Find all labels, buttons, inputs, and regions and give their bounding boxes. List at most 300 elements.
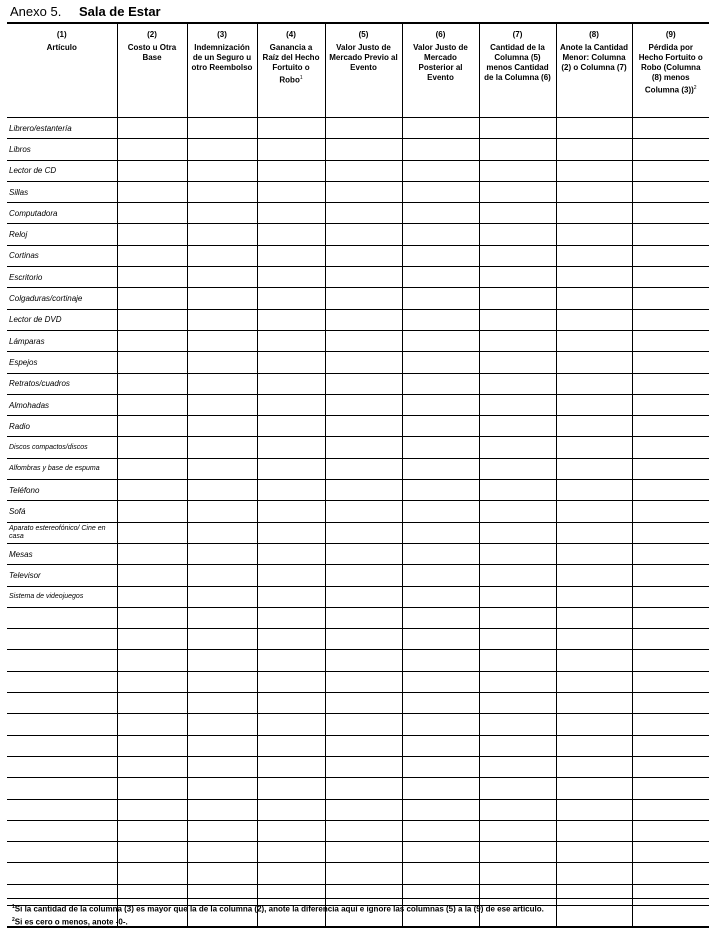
entry-cell[interactable] bbox=[325, 714, 402, 735]
entry-cell[interactable] bbox=[556, 352, 632, 373]
entry-cell[interactable] bbox=[325, 799, 402, 820]
entry-cell[interactable] bbox=[117, 139, 187, 160]
entry-cell[interactable] bbox=[117, 118, 187, 139]
entry-cell[interactable] bbox=[402, 416, 479, 437]
entry-cell[interactable] bbox=[187, 416, 257, 437]
entry-cell[interactable] bbox=[117, 650, 187, 671]
entry-cell[interactable] bbox=[257, 309, 325, 330]
entry-cell[interactable] bbox=[402, 245, 479, 266]
entry-cell[interactable] bbox=[257, 820, 325, 841]
entry-cell[interactable] bbox=[325, 245, 402, 266]
entry-cell[interactable] bbox=[479, 607, 556, 628]
entry-cell[interactable] bbox=[556, 863, 632, 884]
entry-cell[interactable] bbox=[257, 756, 325, 777]
entry-cell[interactable] bbox=[556, 288, 632, 309]
entry-cell[interactable] bbox=[556, 842, 632, 863]
entry-cell[interactable] bbox=[556, 267, 632, 288]
entry-cell[interactable] bbox=[479, 799, 556, 820]
entry-cell[interactable] bbox=[556, 181, 632, 202]
entry-cell[interactable] bbox=[325, 181, 402, 202]
entry-cell[interactable] bbox=[325, 778, 402, 799]
entry-cell[interactable] bbox=[556, 799, 632, 820]
entry-cell[interactable] bbox=[257, 118, 325, 139]
entry-cell[interactable] bbox=[117, 373, 187, 394]
entry-cell[interactable] bbox=[632, 586, 709, 607]
entry-cell[interactable] bbox=[556, 586, 632, 607]
entry-cell[interactable] bbox=[479, 288, 556, 309]
entry-cell[interactable] bbox=[632, 607, 709, 628]
entry-cell[interactable] bbox=[325, 267, 402, 288]
entry-cell[interactable] bbox=[402, 842, 479, 863]
entry-cell[interactable] bbox=[325, 416, 402, 437]
entry-cell[interactable] bbox=[187, 501, 257, 522]
entry-cell[interactable] bbox=[479, 160, 556, 181]
entry-cell[interactable] bbox=[187, 394, 257, 415]
entry-cell[interactable] bbox=[479, 203, 556, 224]
entry-cell[interactable] bbox=[479, 820, 556, 841]
entry-cell[interactable] bbox=[187, 565, 257, 586]
entry-cell[interactable] bbox=[117, 458, 187, 479]
entry-cell[interactable] bbox=[257, 778, 325, 799]
entry-cell[interactable] bbox=[479, 842, 556, 863]
entry-cell[interactable] bbox=[325, 735, 402, 756]
entry-cell[interactable] bbox=[187, 586, 257, 607]
entry-cell[interactable] bbox=[556, 224, 632, 245]
entry-cell[interactable] bbox=[187, 224, 257, 245]
entry-cell[interactable] bbox=[187, 778, 257, 799]
entry-cell[interactable] bbox=[632, 309, 709, 330]
entry-cell[interactable] bbox=[479, 756, 556, 777]
entry-cell[interactable] bbox=[117, 203, 187, 224]
entry-cell[interactable] bbox=[402, 863, 479, 884]
entry-cell[interactable] bbox=[632, 522, 709, 543]
entry-cell[interactable] bbox=[117, 245, 187, 266]
entry-cell[interactable] bbox=[402, 735, 479, 756]
entry-cell[interactable] bbox=[117, 224, 187, 245]
entry-cell[interactable] bbox=[187, 693, 257, 714]
entry-cell[interactable] bbox=[632, 842, 709, 863]
entry-cell[interactable] bbox=[257, 394, 325, 415]
entry-cell[interactable] bbox=[556, 671, 632, 692]
entry-cell[interactable] bbox=[479, 863, 556, 884]
entry-cell[interactable] bbox=[117, 693, 187, 714]
entry-cell[interactable] bbox=[402, 778, 479, 799]
table-row bbox=[7, 799, 709, 820]
entry-cell[interactable] bbox=[402, 543, 479, 564]
entry-cell[interactable] bbox=[402, 714, 479, 735]
entry-cell[interactable] bbox=[479, 416, 556, 437]
entry-cell[interactable] bbox=[117, 501, 187, 522]
entry-cell[interactable] bbox=[632, 501, 709, 522]
entry-cell[interactable] bbox=[402, 203, 479, 224]
entry-cell[interactable] bbox=[402, 820, 479, 841]
entry-cell[interactable] bbox=[402, 224, 479, 245]
entry-cell[interactable] bbox=[632, 203, 709, 224]
entry-cell[interactable] bbox=[632, 543, 709, 564]
entry-cell[interactable] bbox=[402, 458, 479, 479]
entry-cell[interactable] bbox=[257, 543, 325, 564]
entry-cell[interactable] bbox=[187, 309, 257, 330]
entry-cell[interactable] bbox=[556, 480, 632, 501]
entry-cell[interactable] bbox=[325, 118, 402, 139]
entry-cell[interactable] bbox=[187, 373, 257, 394]
entry-cell[interactable] bbox=[402, 394, 479, 415]
entry-cell[interactable] bbox=[632, 693, 709, 714]
entry-cell[interactable] bbox=[632, 778, 709, 799]
entry-cell[interactable] bbox=[257, 799, 325, 820]
entry-cell[interactable] bbox=[325, 607, 402, 628]
entry-cell[interactable] bbox=[632, 735, 709, 756]
entry-cell[interactable] bbox=[556, 756, 632, 777]
entry-cell[interactable] bbox=[632, 458, 709, 479]
entry-cell[interactable] bbox=[402, 480, 479, 501]
entry-cell[interactable] bbox=[556, 437, 632, 458]
entry-cell[interactable] bbox=[325, 224, 402, 245]
entry-cell[interactable] bbox=[257, 437, 325, 458]
entry-cell[interactable] bbox=[556, 309, 632, 330]
entry-cell[interactable] bbox=[257, 288, 325, 309]
entry-cell[interactable] bbox=[632, 671, 709, 692]
entry-cell[interactable] bbox=[187, 842, 257, 863]
entry-cell[interactable] bbox=[117, 735, 187, 756]
entry-cell[interactable] bbox=[402, 501, 479, 522]
entry-cell[interactable] bbox=[325, 693, 402, 714]
entry-cell[interactable] bbox=[402, 288, 479, 309]
column-label bbox=[261, 43, 322, 86]
entry-cell[interactable] bbox=[479, 522, 556, 543]
entry-cell[interactable] bbox=[117, 820, 187, 841]
entry-cell[interactable] bbox=[325, 756, 402, 777]
entry-cell[interactable] bbox=[187, 118, 257, 139]
entry-cell[interactable] bbox=[632, 437, 709, 458]
entry-cell[interactable] bbox=[257, 607, 325, 628]
entry-cell[interactable] bbox=[117, 543, 187, 564]
entry-cell[interactable] bbox=[402, 139, 479, 160]
entry-cell[interactable] bbox=[325, 650, 402, 671]
entry-cell[interactable] bbox=[257, 714, 325, 735]
entry-cell[interactable] bbox=[479, 629, 556, 650]
entry-cell[interactable] bbox=[479, 118, 556, 139]
entry-cell[interactable] bbox=[325, 842, 402, 863]
entry-cell[interactable] bbox=[402, 522, 479, 543]
entry-cell[interactable] bbox=[479, 224, 556, 245]
entry-cell[interactable] bbox=[632, 565, 709, 586]
entry-cell[interactable] bbox=[117, 288, 187, 309]
entry-cell[interactable] bbox=[479, 437, 556, 458]
entry-cell[interactable] bbox=[632, 352, 709, 373]
entry-cell[interactable] bbox=[632, 714, 709, 735]
entry-cell[interactable] bbox=[479, 586, 556, 607]
entry-cell[interactable] bbox=[325, 543, 402, 564]
entry-cell[interactable] bbox=[556, 522, 632, 543]
entry-cell[interactable] bbox=[117, 160, 187, 181]
entry-cell[interactable] bbox=[402, 629, 479, 650]
entry-cell[interactable] bbox=[632, 330, 709, 351]
entry-cell[interactable] bbox=[117, 394, 187, 415]
entry-cell[interactable] bbox=[187, 714, 257, 735]
entry-cell[interactable] bbox=[479, 181, 556, 202]
entry-cell[interactable] bbox=[325, 160, 402, 181]
entry-cell[interactable] bbox=[632, 650, 709, 671]
entry-cell[interactable] bbox=[556, 735, 632, 756]
entry-cell[interactable] bbox=[479, 245, 556, 266]
entry-cell[interactable] bbox=[117, 799, 187, 820]
entry-cell[interactable] bbox=[325, 522, 402, 543]
annex-label: Anexo 5. bbox=[10, 4, 62, 19]
entry-cell[interactable] bbox=[187, 267, 257, 288]
entry-cell[interactable] bbox=[556, 373, 632, 394]
entry-cell[interactable] bbox=[117, 565, 187, 586]
entry-cell[interactable] bbox=[402, 330, 479, 351]
entry-cell[interactable] bbox=[257, 330, 325, 351]
entry-cell[interactable] bbox=[556, 778, 632, 799]
entry-cell[interactable] bbox=[325, 501, 402, 522]
entry-cell[interactable] bbox=[187, 330, 257, 351]
entry-cell[interactable] bbox=[187, 288, 257, 309]
entry-cell[interactable] bbox=[325, 373, 402, 394]
entry-cell[interactable] bbox=[556, 650, 632, 671]
entry-cell[interactable] bbox=[117, 309, 187, 330]
entry-cell[interactable] bbox=[402, 607, 479, 628]
entry-cell[interactable] bbox=[325, 394, 402, 415]
entry-cell[interactable] bbox=[479, 352, 556, 373]
entry-cell[interactable] bbox=[187, 820, 257, 841]
entry-cell[interactable] bbox=[257, 693, 325, 714]
entry-cell[interactable] bbox=[556, 416, 632, 437]
entry-cell[interactable] bbox=[632, 139, 709, 160]
entry-cell[interactable] bbox=[632, 394, 709, 415]
entry-cell[interactable] bbox=[479, 139, 556, 160]
entry-cell[interactable] bbox=[632, 416, 709, 437]
entry-cell[interactable] bbox=[257, 671, 325, 692]
item-name-cell: Colgaduras/cortinaje bbox=[7, 288, 117, 309]
entry-cell[interactable] bbox=[257, 480, 325, 501]
entry-cell[interactable] bbox=[325, 671, 402, 692]
entry-cell[interactable] bbox=[257, 139, 325, 160]
entry-cell[interactable] bbox=[187, 203, 257, 224]
entry-cell[interactable] bbox=[479, 394, 556, 415]
entry-cell[interactable] bbox=[325, 352, 402, 373]
entry-cell[interactable] bbox=[402, 309, 479, 330]
entry-cell[interactable] bbox=[632, 160, 709, 181]
entry-cell[interactable] bbox=[117, 522, 187, 543]
entry-cell[interactable] bbox=[117, 671, 187, 692]
entry-cell[interactable] bbox=[632, 181, 709, 202]
entry-cell[interactable] bbox=[402, 160, 479, 181]
entry-cell[interactable] bbox=[117, 330, 187, 351]
entry-cell[interactable] bbox=[632, 267, 709, 288]
entry-cell[interactable] bbox=[187, 650, 257, 671]
entry-cell[interactable] bbox=[479, 543, 556, 564]
entry-cell[interactable] bbox=[632, 118, 709, 139]
entry-cell[interactable] bbox=[556, 501, 632, 522]
entry-cell[interactable] bbox=[402, 671, 479, 692]
entry-cell[interactable] bbox=[402, 267, 479, 288]
entry-cell[interactable] bbox=[402, 437, 479, 458]
entry-cell[interactable] bbox=[257, 416, 325, 437]
entry-cell[interactable] bbox=[117, 586, 187, 607]
entry-cell[interactable] bbox=[479, 501, 556, 522]
entry-cell[interactable] bbox=[187, 480, 257, 501]
entry-cell[interactable] bbox=[257, 224, 325, 245]
entry-cell[interactable] bbox=[556, 820, 632, 841]
entry-cell[interactable] bbox=[632, 224, 709, 245]
entry-cell[interactable] bbox=[325, 863, 402, 884]
entry-cell[interactable] bbox=[187, 799, 257, 820]
entry-cell[interactable] bbox=[632, 820, 709, 841]
entry-cell[interactable] bbox=[479, 373, 556, 394]
entry-cell[interactable] bbox=[632, 799, 709, 820]
entry-cell[interactable] bbox=[402, 565, 479, 586]
entry-cell[interactable] bbox=[402, 118, 479, 139]
entry-cell[interactable] bbox=[479, 650, 556, 671]
table-row bbox=[7, 565, 709, 586]
entry-cell[interactable] bbox=[325, 480, 402, 501]
entry-cell[interactable] bbox=[325, 565, 402, 586]
entry-cell[interactable] bbox=[187, 245, 257, 266]
entry-cell[interactable] bbox=[556, 394, 632, 415]
entry-cell[interactable] bbox=[325, 437, 402, 458]
entry-cell[interactable] bbox=[402, 650, 479, 671]
entry-cell[interactable] bbox=[325, 288, 402, 309]
table-row bbox=[7, 629, 709, 650]
entry-cell[interactable] bbox=[117, 416, 187, 437]
footnote-text-2: Si es cero o menos, anote -0-. bbox=[14, 917, 128, 927]
entry-cell[interactable] bbox=[325, 330, 402, 351]
entry-cell[interactable] bbox=[187, 735, 257, 756]
entry-cell[interactable] bbox=[187, 543, 257, 564]
entry-cell[interactable] bbox=[257, 650, 325, 671]
entry-cell[interactable] bbox=[187, 629, 257, 650]
entry-cell[interactable] bbox=[187, 139, 257, 160]
entry-cell[interactable] bbox=[402, 586, 479, 607]
entry-cell[interactable] bbox=[479, 267, 556, 288]
entry-cell[interactable] bbox=[556, 629, 632, 650]
entry-cell[interactable] bbox=[479, 565, 556, 586]
entry-cell[interactable] bbox=[257, 373, 325, 394]
entry-cell[interactable] bbox=[556, 160, 632, 181]
entry-cell[interactable] bbox=[479, 778, 556, 799]
entry-cell[interactable] bbox=[257, 842, 325, 863]
entry-cell[interactable] bbox=[325, 139, 402, 160]
column-header-7 bbox=[479, 24, 556, 118]
entry-cell[interactable] bbox=[117, 842, 187, 863]
entry-cell[interactable] bbox=[187, 671, 257, 692]
entry-cell[interactable] bbox=[257, 586, 325, 607]
entry-cell[interactable] bbox=[556, 714, 632, 735]
column-header-2 bbox=[117, 24, 187, 118]
entry-cell[interactable] bbox=[479, 309, 556, 330]
entry-cell[interactable] bbox=[257, 501, 325, 522]
entry-cell[interactable] bbox=[479, 735, 556, 756]
entry-cell[interactable] bbox=[632, 863, 709, 884]
entry-cell[interactable] bbox=[556, 693, 632, 714]
entry-cell[interactable] bbox=[556, 607, 632, 628]
entry-cell[interactable] bbox=[632, 629, 709, 650]
entry-cell[interactable] bbox=[402, 693, 479, 714]
entry-cell[interactable] bbox=[325, 629, 402, 650]
entry-cell[interactable] bbox=[479, 480, 556, 501]
entry-cell[interactable] bbox=[117, 863, 187, 884]
table-row bbox=[7, 203, 709, 224]
entry-cell[interactable] bbox=[187, 181, 257, 202]
entry-cell[interactable] bbox=[187, 160, 257, 181]
entry-cell[interactable] bbox=[402, 352, 479, 373]
entry-cell[interactable] bbox=[257, 735, 325, 756]
entry-cell[interactable] bbox=[479, 458, 556, 479]
entry-cell[interactable] bbox=[117, 437, 187, 458]
entry-cell[interactable] bbox=[187, 756, 257, 777]
entry-cell[interactable] bbox=[117, 607, 187, 628]
entry-cell[interactable] bbox=[325, 820, 402, 841]
entry-cell[interactable] bbox=[257, 629, 325, 650]
entry-cell[interactable] bbox=[325, 309, 402, 330]
entry-cell[interactable] bbox=[402, 756, 479, 777]
entry-cell[interactable] bbox=[556, 565, 632, 586]
entry-cell[interactable] bbox=[187, 458, 257, 479]
entry-cell[interactable] bbox=[187, 863, 257, 884]
entry-cell[interactable] bbox=[479, 714, 556, 735]
entry-cell[interactable] bbox=[117, 714, 187, 735]
entry-cell[interactable] bbox=[117, 181, 187, 202]
entry-cell[interactable] bbox=[257, 352, 325, 373]
entry-cell[interactable] bbox=[257, 522, 325, 543]
entry-cell[interactable] bbox=[257, 267, 325, 288]
entry-cell[interactable] bbox=[325, 458, 402, 479]
entry-cell[interactable] bbox=[117, 480, 187, 501]
entry-cell[interactable] bbox=[556, 203, 632, 224]
entry-cell[interactable] bbox=[257, 181, 325, 202]
entry-cell[interactable] bbox=[632, 288, 709, 309]
entry-cell[interactable] bbox=[556, 458, 632, 479]
entry-cell[interactable] bbox=[479, 330, 556, 351]
entry-cell[interactable] bbox=[632, 373, 709, 394]
entry-cell[interactable] bbox=[402, 181, 479, 202]
entry-cell[interactable] bbox=[556, 330, 632, 351]
entry-cell[interactable] bbox=[187, 352, 257, 373]
entry-cell[interactable] bbox=[402, 373, 479, 394]
entry-cell[interactable] bbox=[257, 203, 325, 224]
entry-cell[interactable] bbox=[117, 629, 187, 650]
entry-cell[interactable] bbox=[632, 245, 709, 266]
entry-cell[interactable] bbox=[479, 671, 556, 692]
entry-cell[interactable] bbox=[117, 778, 187, 799]
entry-cell[interactable] bbox=[257, 160, 325, 181]
entry-cell[interactable] bbox=[556, 245, 632, 266]
entry-cell[interactable] bbox=[187, 437, 257, 458]
entry-cell[interactable] bbox=[187, 607, 257, 628]
entry-cell[interactable] bbox=[257, 565, 325, 586]
entry-cell[interactable] bbox=[479, 693, 556, 714]
entry-cell[interactable] bbox=[257, 863, 325, 884]
entry-cell[interactable] bbox=[187, 522, 257, 543]
footnote-mark-2: 2 bbox=[12, 916, 15, 923]
entry-cell[interactable] bbox=[257, 245, 325, 266]
entry-cell[interactable] bbox=[117, 352, 187, 373]
entry-cell[interactable] bbox=[325, 586, 402, 607]
entry-cell[interactable] bbox=[402, 799, 479, 820]
table-row bbox=[7, 586, 709, 607]
entry-cell[interactable] bbox=[257, 458, 325, 479]
entry-cell[interactable] bbox=[632, 756, 709, 777]
entry-cell[interactable] bbox=[556, 139, 632, 160]
entry-cell[interactable] bbox=[117, 267, 187, 288]
entry-cell[interactable] bbox=[117, 756, 187, 777]
entry-cell[interactable] bbox=[632, 480, 709, 501]
entry-cell[interactable] bbox=[325, 203, 402, 224]
entry-cell[interactable] bbox=[556, 118, 632, 139]
entry-cell[interactable] bbox=[556, 543, 632, 564]
